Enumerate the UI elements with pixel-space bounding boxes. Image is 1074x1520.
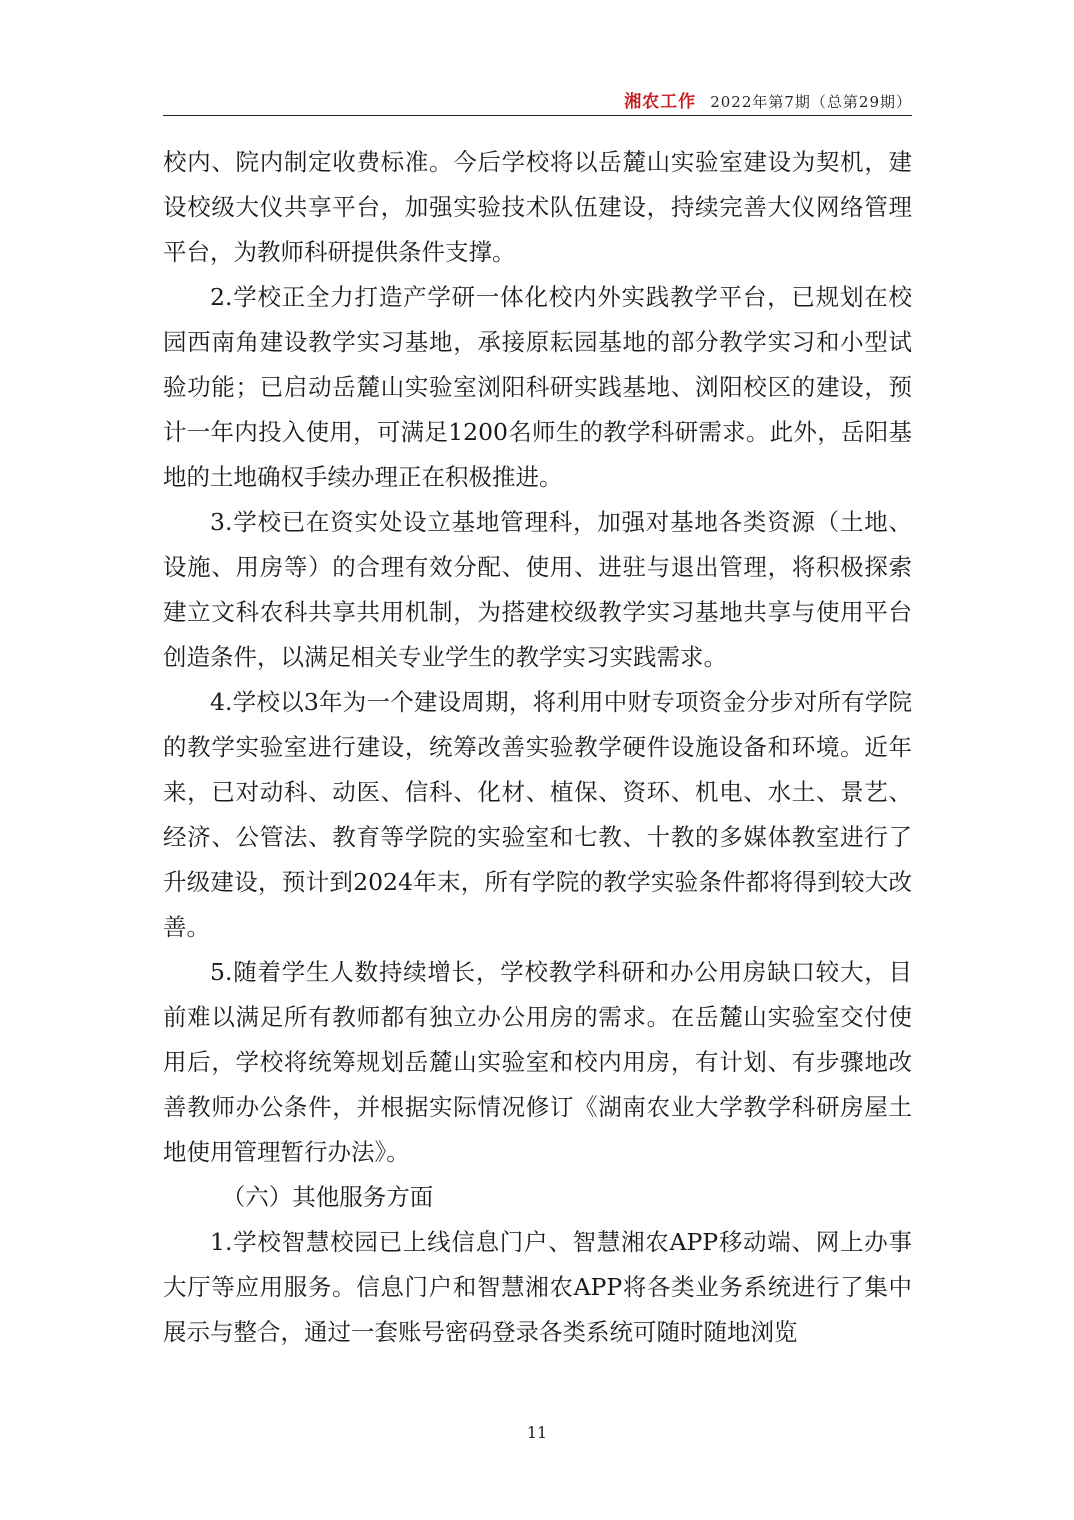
issue-info: 2022年第7期（总第29期） (710, 93, 912, 111)
paragraph-item-3: 3.学校已在资实处设立基地管理科，加强对基地各类资源（土地、设施、用房等）的合理有效分配、使用、进驻与退出管理，将积极探索建立文科农科共享共用机制，为搭建校级教学实习基地共享与使用平台创造条件，以满足相关专业学生的教学实习实践需求。 (163, 508, 912, 671)
journal-title: 湘农工作 (624, 92, 697, 112)
paragraph-item-4: 4.学校以3年为一个建设周期，将利用中财专项资金分步对所有学院的教学实验室进行建设，统筹改善实验教学硬件设施设备和环境。近年来，已对动科、动医、信科、化材、植保、资环、机电、水土、景艺、经济、公管法、教育等学院的实验室和七教、十教的多媒体教室进行了升级建设，预计到2024年末，所有学院的教学实验条件都将得到较大改善。 (163, 688, 912, 941)
header-rule (163, 115, 912, 116)
body-text (163, 140, 912, 1355)
paragraph-continued: 校内、院内制定收费标准。今后学校将以岳麓山实验室建设为契机，建设校级大仪共享平台，加强实验技术队伍建设，持续完善大仪网络管理平台，为教师科研提供条件支撑。 (163, 148, 912, 266)
paragraph-item-5: 5.随着学生人数持续增长，学校教学科研和办公用房缺口较大，目前难以满足所有教师都有独立办公用房的需求。在岳麓山实验室交付使用后，学校将统筹规划岳麓山实验室和校内用房，有计划、有步骤地改善教师办公条件，并根据实际情况修订《湖南农业大学教学科研房屋土地使用管理暂行办法》。 (163, 958, 912, 1166)
section-heading: （六）其他服务方面 (221, 1183, 434, 1211)
running-header (163, 86, 912, 112)
paragraph-item-2: 2.学校正全力打造产学研一体化校内外实践教学平台，已规划在校园西南角建设教学实习基地，承接原耘园基地的部分教学实习和小型试验功能；已启动岳麓山实验室浏阳科研实践基地、浏阳校区的建设，预计一年内投入使用，可满足1200名师生的教学科研需求。此外，岳阳基地的土地确权手续办理正在积极推进。 (163, 283, 912, 491)
page-number: 11 (526, 1423, 548, 1442)
paragraph-item-6-1: 1.学校智慧校园已上线信息门户、智慧湘农APP移动端、网上办事大厅等应用服务。信息门户和智慧湘农APP将各类业务系统进行了集中展示与整合，通过一套账号密码登录各类系统可随时随地浏览 (163, 1228, 912, 1346)
